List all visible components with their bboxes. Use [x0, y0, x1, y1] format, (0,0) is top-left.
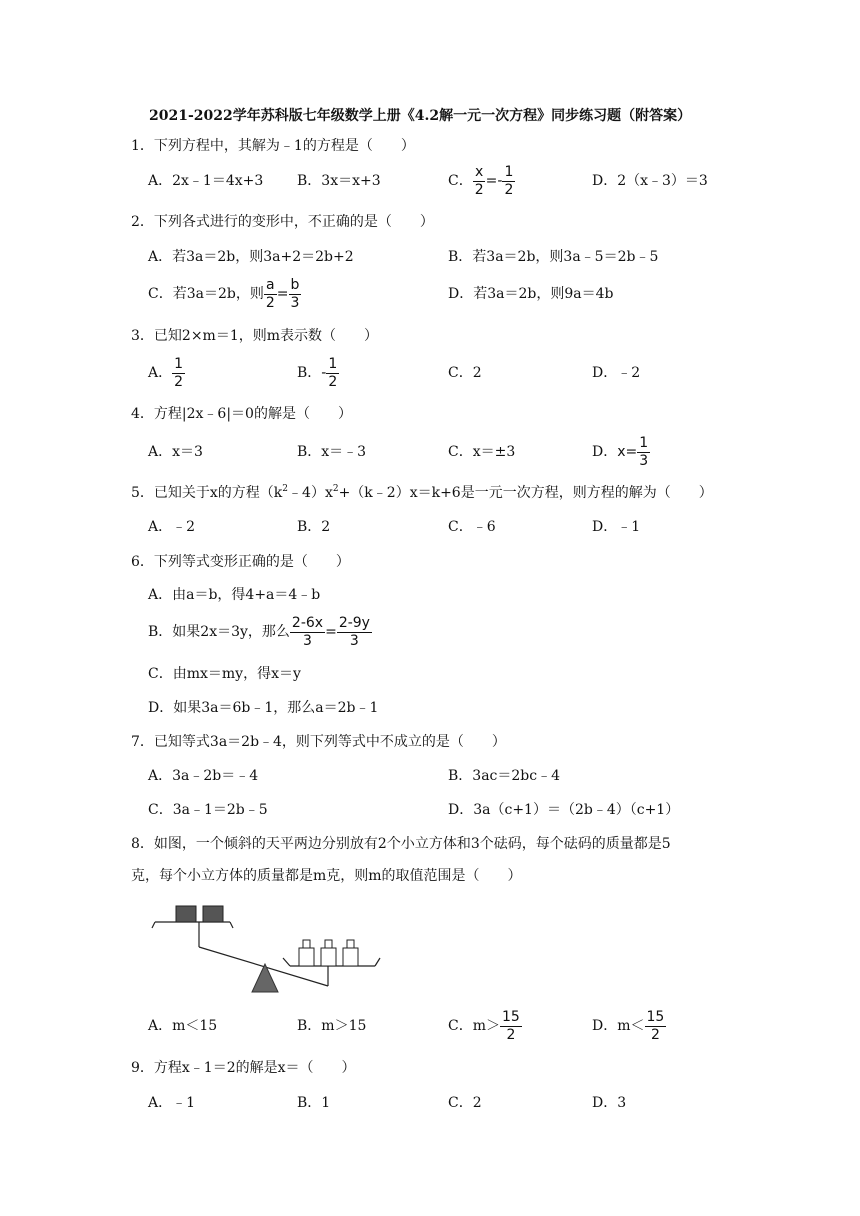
q1-option-b: B．3x＝x+3 [297, 173, 381, 189]
q9-option-d: D．3 [592, 1095, 627, 1111]
q1-option-d: D．2（x﹣3）＝3 [592, 173, 708, 189]
q7-option-d: D．3a（c+1）＝（2b﹣4）（c+1） [448, 802, 680, 818]
q8-option-a: A．m＜15 [148, 1018, 218, 1034]
fraction: $\frac{a}{2}$ [265, 276, 275, 311]
question-2-stem: 2．下列各式进行的变形中，不正确的是（ ） [131, 214, 434, 230]
question-6-stem: 6．下列等式变形正确的是（ ） [131, 554, 350, 570]
q5-option-a: A．﹣2 [148, 519, 196, 535]
q1-option-c: C． $\frac{x}{2}$ =- $\frac{1}{2}$ [448, 163, 514, 198]
fraction: $\frac{2-6x}{3}$ [291, 614, 324, 649]
q7-option-c: C．3a﹣1＝2b﹣5 [148, 802, 268, 818]
question-9-stem: 9．方程x﹣1＝2的解是x＝（ ） [131, 1060, 356, 1076]
fraction: $\frac{1}{2}$ [504, 163, 514, 198]
q4-option-b: B．x＝﹣3 [297, 444, 367, 460]
question-5-stem: 5．已知关于x的方程$(k^2﹣4)x^2+(k﹣2)x=k+6$是一元一次方程，则方程的解为（ ） [131, 484, 713, 501]
q2-option-c: C．若3a＝2b，则 $\frac{a}{2}$ = $\frac{b}{3}$ [148, 276, 300, 311]
page-title: 2021-2022学年苏科版七年级数学上册《4.2解一元一次方程》同步练习题（附答案） [149, 108, 692, 124]
q6-option-c: C．由mx＝my，得x＝y [148, 666, 301, 682]
q4-option-c: C．x＝±3 [448, 444, 516, 460]
q9-option-c: C．2 [448, 1095, 482, 1111]
balance-scale-figure [150, 900, 385, 1010]
weight [343, 940, 358, 966]
q7-option-a: A．3a﹣2b＝﹣4 [148, 768, 259, 784]
q1-option-c-label: C． [448, 173, 473, 189]
q5-option-b: B．2 [297, 519, 331, 535]
q9-option-a: A．﹣1 [148, 1095, 196, 1111]
q2-option-b: B．若3a＝2b，则3a﹣5＝2b﹣5 [448, 249, 659, 265]
fraction: $\frac{1}{3}$ [639, 434, 649, 469]
q3-option-a: A． $\frac{1}{2}$ [148, 355, 184, 390]
question-8-stem-line-2: 克，每个小立方体的质量都是m克，则m的取值范围是（ ） [131, 868, 522, 884]
left-pan [152, 922, 233, 928]
small-cube [203, 906, 223, 922]
question-3-stem: 3．已知2×m＝1，则m表示数（ ） [131, 328, 379, 344]
q7-option-b: B．3ac＝2bc﹣4 [448, 768, 560, 784]
fraction: $\frac{x}{2}$ [474, 163, 484, 198]
q6-option-b: B．如果2x＝3y，那么 $\frac{2-6x}{3}$ = $\frac{2-9y}{3}$ [148, 614, 370, 649]
fraction: $\frac{15}{2}$ [646, 1008, 665, 1043]
question-8-stem-line-1: 8．如图，一个倾斜的天平两边分别放有2个小立方体和3个砝码，每个砝码的质量都是5 [131, 836, 671, 852]
q8-option-c: C．m＞ $\frac{15}{2}$ [448, 1008, 520, 1043]
q5-option-d: D．﹣1 [592, 519, 641, 535]
question-4-stem: 4．方程|2x﹣6|＝0的解是（ ） [131, 406, 352, 422]
fraction: $\frac{15}{2}$ [502, 1008, 520, 1043]
q3-option-d: D．﹣2 [592, 365, 641, 381]
q9-option-b: B．1 [297, 1095, 331, 1111]
fraction: $\frac{b}{3}$ [290, 276, 300, 311]
question-1-stem: 1．下列方程中，其解为﹣1的方程是（ ） [131, 138, 415, 154]
weight [321, 940, 336, 966]
q6-option-a: A．由a＝b，得4+a＝4﹣b [148, 587, 321, 603]
q8-option-d: D．m＜ $\frac{15}{2}$ [592, 1008, 665, 1043]
q6-option-d: D．如果3a＝6b﹣1，那么a＝2b﹣1 [148, 700, 379, 716]
fraction: $\frac{1}{2}$ [174, 355, 184, 390]
fraction: $\frac{2-9y}{3}$ [338, 614, 370, 649]
q5-option-c: C．﹣6 [448, 519, 496, 535]
q2-option-d: D．若3a＝2b，则9a＝4b [448, 286, 614, 302]
q3-option-c: C．2 [448, 365, 482, 381]
fulcrum [252, 964, 278, 992]
q3-option-b: B．- $\frac{1}{2}$ [297, 355, 338, 390]
small-cube [176, 906, 196, 922]
q1-option-a: A．2x﹣1＝4x+3 [148, 173, 264, 189]
question-7-stem: 7．已知等式3a＝2b﹣4，则下列等式中不成立的是（ ） [131, 734, 506, 750]
q8-option-b: B．m＞15 [297, 1018, 367, 1034]
q4-option-a: A．x＝3 [148, 444, 203, 460]
fraction: $\frac{1}{2}$ [328, 355, 338, 390]
weight [299, 940, 314, 966]
q2-option-a: A．若3a＝2b，则3a+2＝2b+2 [148, 249, 354, 265]
q4-option-d: D．x= $\frac{1}{3}$ [592, 434, 649, 469]
